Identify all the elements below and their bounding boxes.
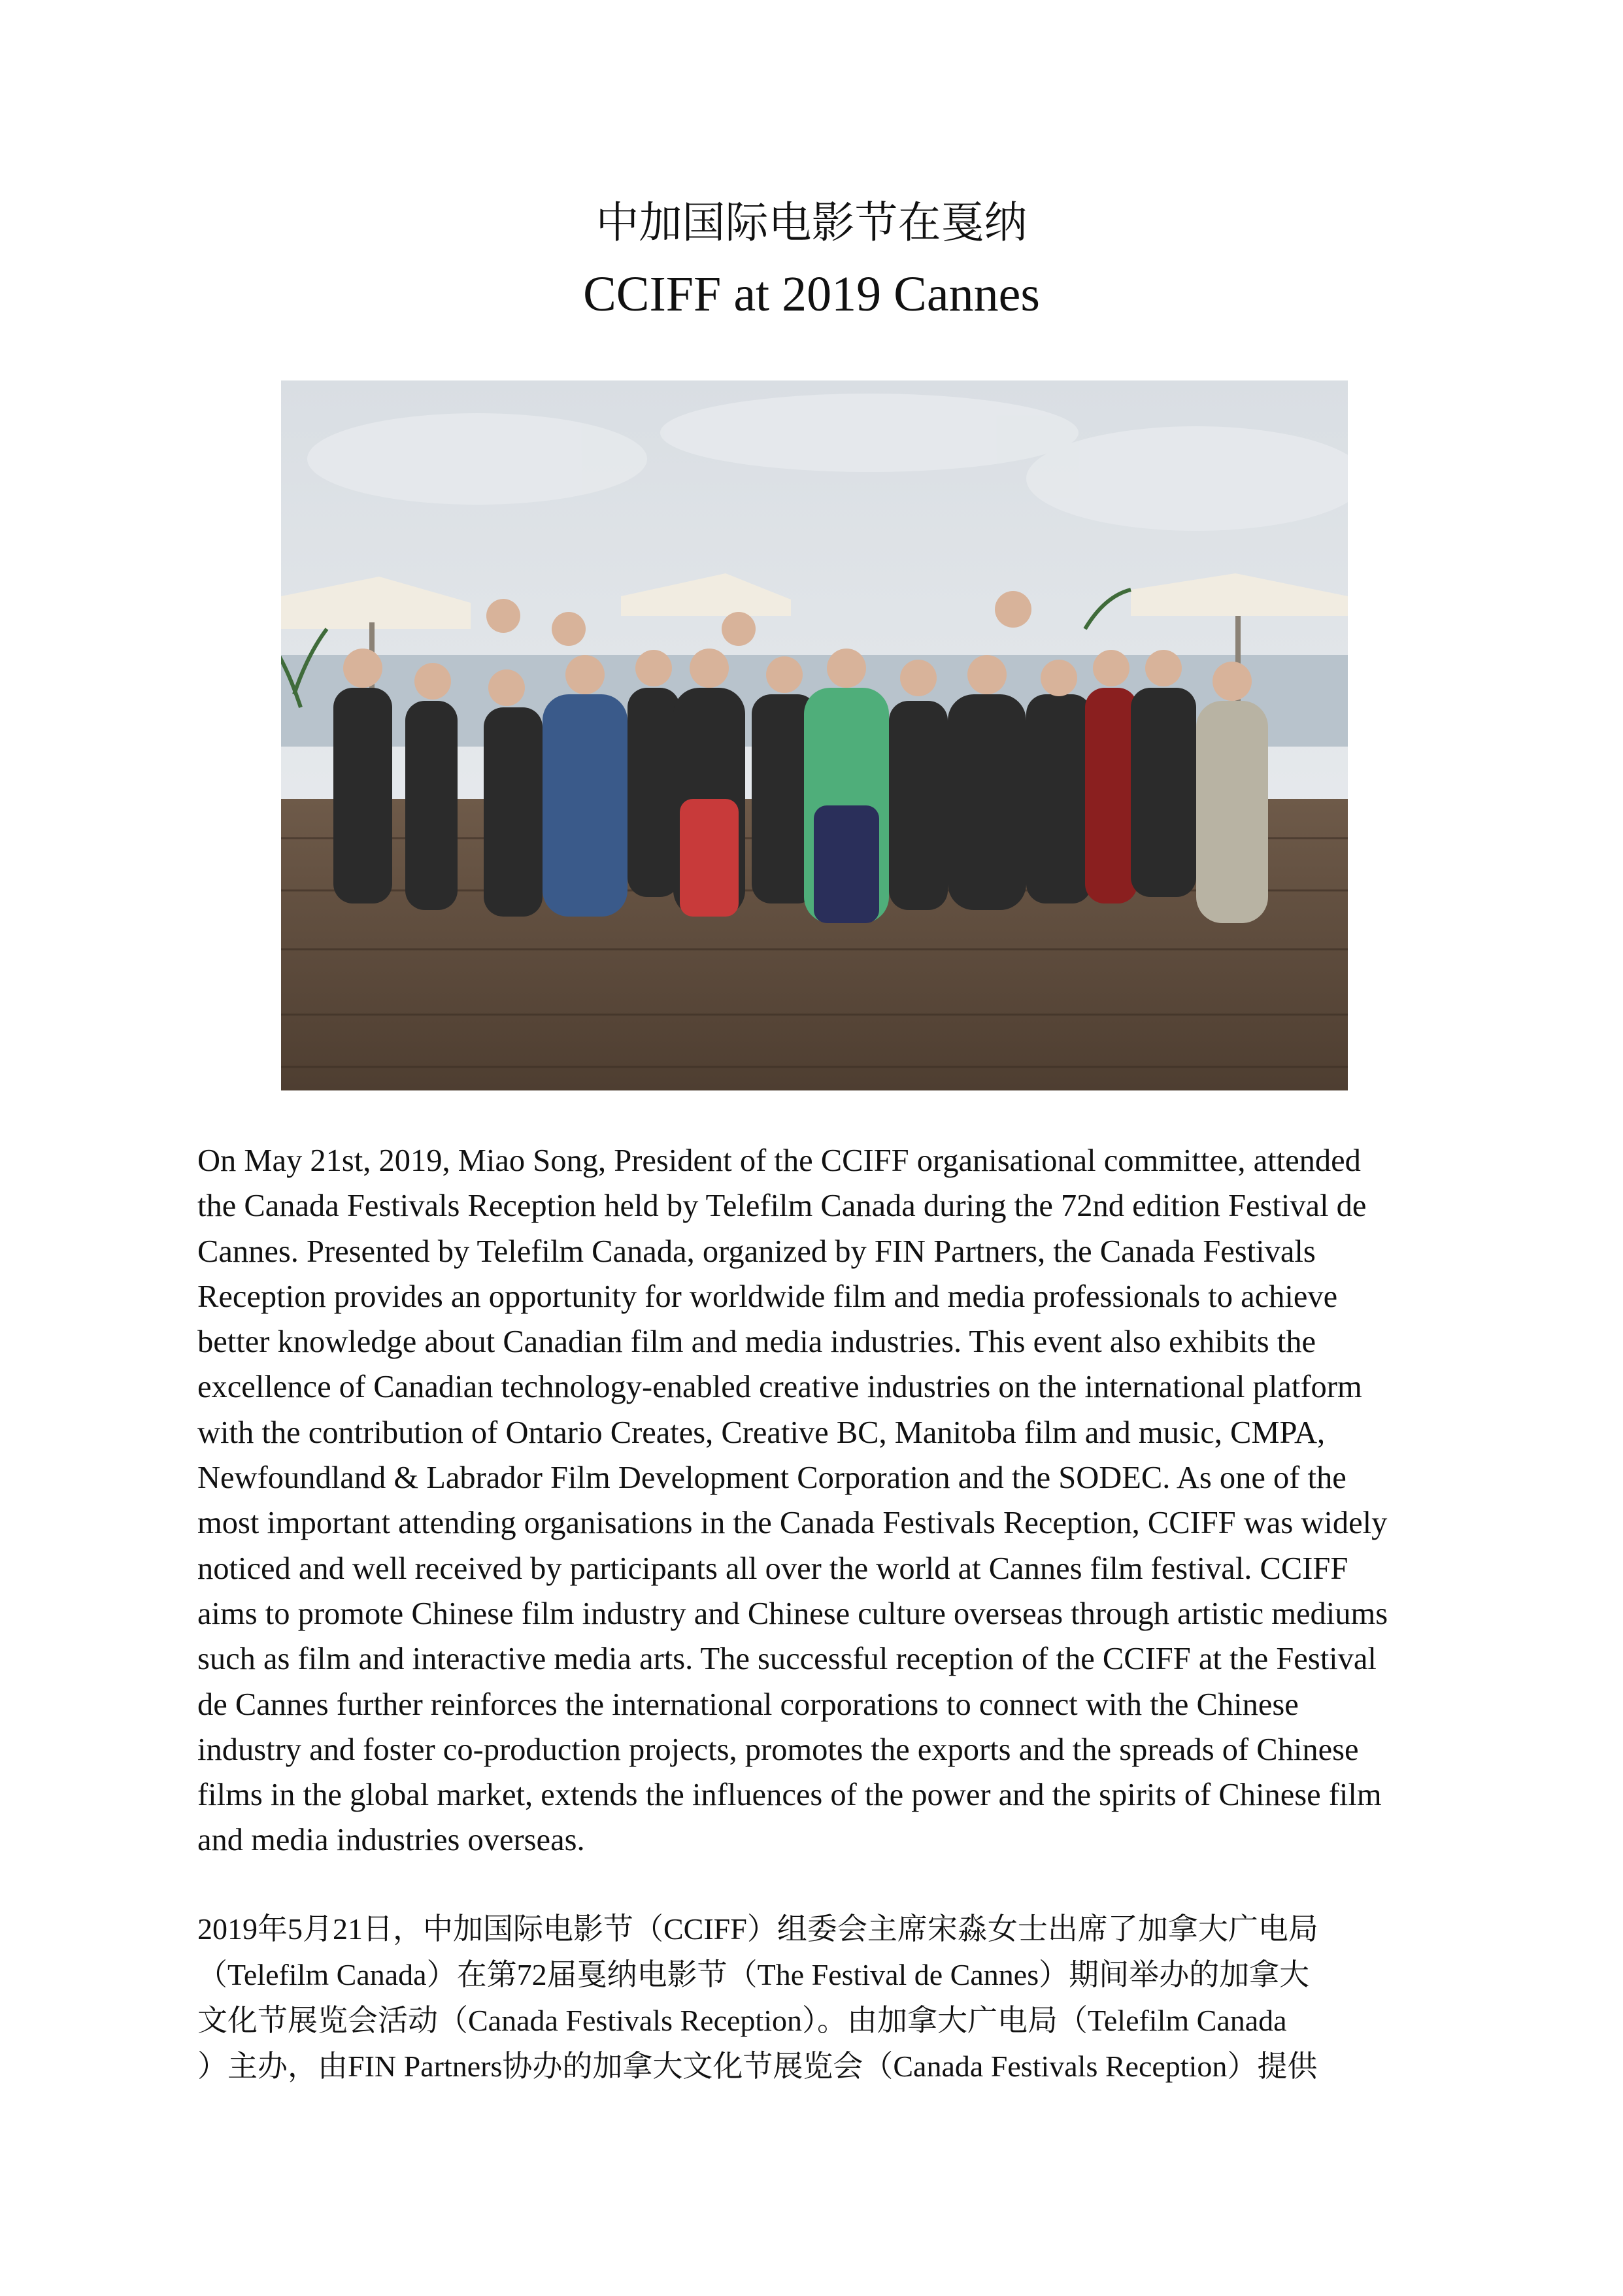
paragraph-line: 2019年5月21日，中加国际电影节（CCIFF）组委会主席宋淼女士出席了加拿大广电局	[197, 1912, 1318, 1946]
paragraph-line: On May 21st, 2019, Miao Song, President of the CCIFF organisational committee, attended	[197, 1143, 1361, 1178]
chinese-paragraph	[197, 1906, 1439, 2089]
paragraph-line: aims to promote Chinese film industry and Chinese culture overseas through artistic mediums	[197, 1596, 1388, 1631]
paragraph-line: 文化节展览会活动（Canada Festivals Reception）。由加拿大广电局（Telefilm Canada	[197, 2004, 1287, 2037]
title-english: CCIFF at 2019 Cannes	[583, 267, 1040, 322]
paragraph-line: ）主办，由FIN Partners协办的加拿大文化节展览会（Canada Festivals Reception）提供	[197, 2050, 1318, 2083]
paragraph-line: with the contribution of Ontario Creates, Creative BC, Manitoba film and music, CMPA,	[197, 1415, 1326, 1450]
paragraph-line: better knowledge about Canadian film and media industries. This event also exhibits the	[197, 1325, 1316, 1360]
paragraph-line: （Telefilm Canada）在第72届戛纳电影节（The Festival de Cannes）期间举办的加拿大	[197, 1958, 1310, 1991]
paragraph-line: and media industries overseas.	[197, 1823, 585, 1858]
paragraph-line: Reception provides an opportunity for worldwide film and media professionals to achieve	[197, 1279, 1338, 1314]
paragraph-line: Newfoundland & Labrador Film Development Corporation and the SODEC. As one of the	[197, 1460, 1347, 1496]
group-photo	[281, 380, 1348, 1090]
paragraph-line: de Cannes further reinforces the international corporations to connect with the Chinese	[197, 1687, 1299, 1722]
paragraph-line: most important attending organisations in the Canada Festivals Reception, CCIFF was widely	[197, 1506, 1388, 1541]
paragraph-line: industry and foster co-production projects, promotes the exports and the spreads of Chinese	[197, 1732, 1359, 1767]
paragraph-line: the Canada Festivals Reception held by Telefilm Canada during the 72nd edition Festival de	[197, 1189, 1367, 1224]
paragraph-line: excellence of Canadian technology-enabled creative industries on the international platform	[197, 1370, 1362, 1405]
english-paragraph	[197, 1138, 1439, 1863]
paragraph-line: such as film and interactive media arts. The successful reception of the CCIFF at the Festival	[197, 1642, 1377, 1677]
paragraph-line: films in the global market, extends the influences of the power and the spirits of Chinese film	[197, 1778, 1382, 1813]
paragraph-line: noticed and well received by participants all over the world at Cannes film festival. CCIFF	[197, 1551, 1348, 1586]
title-chinese: 中加国际电影节在戛纳	[595, 197, 1028, 248]
paragraph-line: Cannes. Presented by Telefilm Canada, organized by FIN Partners, the Canada Festivals	[197, 1234, 1316, 1269]
